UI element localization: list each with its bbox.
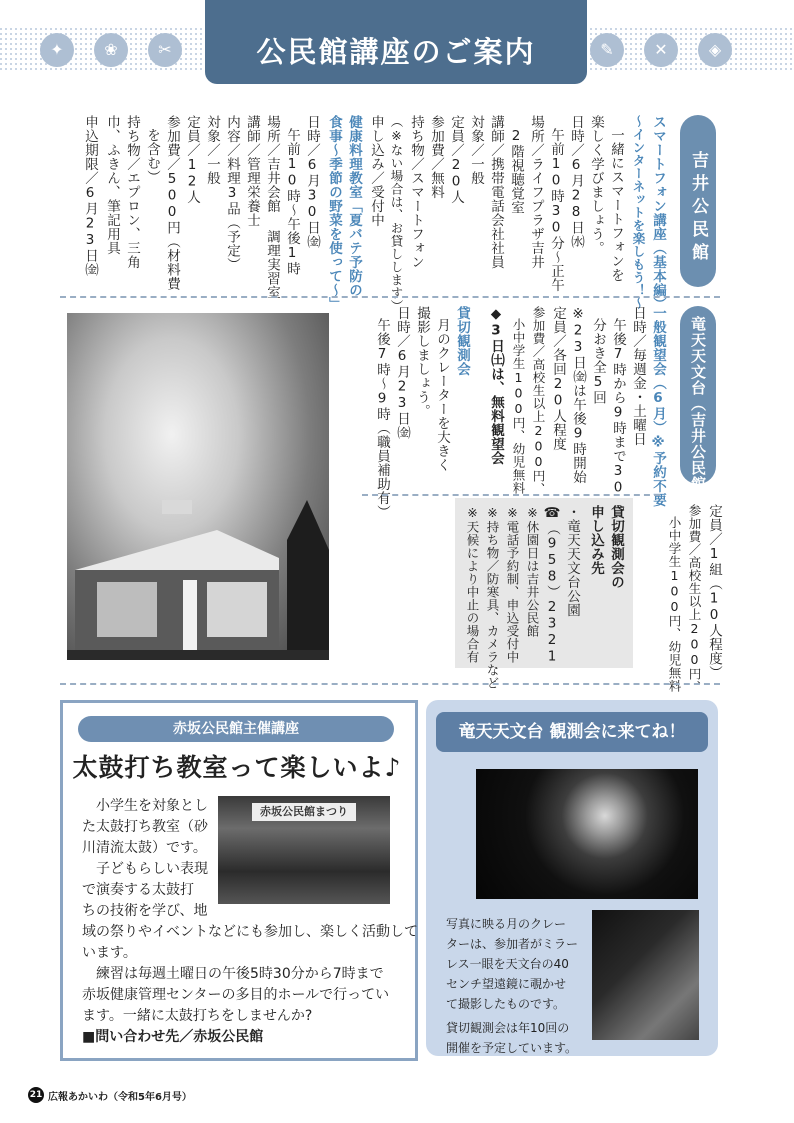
page-number: 21 xyxy=(28,1087,44,1103)
akasaka-tag: 赤坂公民館主催講座 xyxy=(78,716,394,742)
text-col: 巾、ふきん、筆記用具 xyxy=(104,115,120,255)
text-col: 場所／ライフプラザ吉井 xyxy=(528,115,544,269)
text-col: 小中学生100円、幼児無料 xyxy=(511,318,526,495)
text-col: 楽しく学びましょう。 xyxy=(588,115,604,255)
moon-caption: ターは、参加者がミラー xyxy=(446,937,579,951)
text-col: ◆3日㈯は、無料観望会 xyxy=(488,306,504,465)
text-col: を含む） xyxy=(144,128,160,184)
text-col: 一緒にスマートフォンを xyxy=(608,128,624,282)
text-col: 午前10時～午後1時 xyxy=(284,128,300,276)
text-col: 日時／毎週金・土曜日 xyxy=(630,306,646,446)
contact-col: ※持ち物／防寒具、カメラなど xyxy=(485,505,500,690)
moon-panel-title: 竜天天文台 観測会に来てね！ xyxy=(436,712,708,752)
tag-icon: ◈ xyxy=(698,33,732,67)
contact-col: 貸切観測会の xyxy=(608,505,624,589)
observatory-label: 竜天天文台（吉井公民館） xyxy=(680,306,716,484)
yoshii-course2-title: 健康料理教室「夏バテ予防の xyxy=(346,115,362,297)
contact-col: 申し込み先 xyxy=(588,505,604,575)
text-col: 参加費／高校生以上200円、 xyxy=(531,306,546,496)
moon-caption: 写真に映る月のクレー xyxy=(446,917,567,931)
page-title: 公民館講座のご案内 xyxy=(256,35,536,69)
private-observation-title: 貸切観測会 xyxy=(454,306,470,376)
contact-col: ・竜天天文台公園 xyxy=(564,505,580,617)
text-col: 食事～季節の野菜を使って～」 xyxy=(326,115,342,311)
section-divider xyxy=(60,683,720,685)
scissors-icon: ✂ xyxy=(148,33,182,67)
yoshii-course-subtitle: ～インターネットを楽しもう！～ xyxy=(631,115,646,310)
text-col: 対象／一般 xyxy=(204,115,220,185)
body-text: ます。一緒に太鼓打ちをしませんか? xyxy=(82,1008,313,1024)
text-col: 申込期限／6月23日㈮ xyxy=(82,115,98,277)
text-col: （※ない場合は、お貸しします） xyxy=(389,115,404,313)
contact-col: ※天候により中止の場合有 xyxy=(465,505,480,664)
moon-caption: 開催を予定しています。 xyxy=(446,1041,578,1055)
festival-banner: 赤坂公民館まつり xyxy=(252,803,356,821)
text-col: 定員／各回20人程度 xyxy=(550,306,566,451)
text-col: 持ち物／エプロン、三角 xyxy=(124,115,140,269)
observatory-building-silhouette xyxy=(67,500,329,660)
yoshii-label: 吉井公民館 xyxy=(680,115,716,287)
text-col: 日時／6月28日㈬ xyxy=(568,115,584,249)
body-text: ちの技術を学び、地 xyxy=(82,903,208,919)
contact-col: ※休園日は吉井公民館 xyxy=(525,505,540,638)
text-col: 対象／一般 xyxy=(468,115,484,185)
text-col: 内容／料理3品（予定） xyxy=(224,115,240,272)
text-col: 講師／管理栄養士 xyxy=(244,115,260,227)
text-col: 場所／吉井会館 調理実習室 xyxy=(264,115,280,300)
yoshii-course-title: スマートフォン講座（基本編） xyxy=(650,115,666,311)
body-text: います。 xyxy=(82,945,137,961)
text-col: 月のクレーターを大きく xyxy=(434,318,450,472)
text-col: 午後7時～9時（職員補助有） xyxy=(374,318,390,519)
text-col: ※23日㈮は午後9時開始 xyxy=(570,306,586,484)
body-text: 子どもらしい表現 xyxy=(96,861,208,877)
text-col: 小中学生100円、幼児無料 xyxy=(667,516,682,693)
section-divider xyxy=(60,296,720,298)
text-col: 日時／6月23日㈮ xyxy=(394,306,410,440)
moon-caption: て撮影したものです。 xyxy=(446,997,566,1011)
body-text: 川清流太鼓）です。 xyxy=(82,840,207,856)
body-text: 域の祭りやイベントなどにも参加し、楽しく活動して xyxy=(82,924,418,940)
text-col: 定員／20人 xyxy=(448,115,464,204)
moon-caption: 貸切観測会は年10回の xyxy=(446,1021,570,1035)
body-text: で演奏する太鼓打 xyxy=(82,882,194,898)
akasaka-contact: ■問い合わせ先／赤坂公民館 xyxy=(82,1029,264,1045)
pencil-icon: ✎ xyxy=(590,33,624,67)
text-col: 定員／12人 xyxy=(184,115,200,204)
text-col: 午後7時から9時まで30 xyxy=(610,318,626,496)
text-col: 持ち物／スマートフォン xyxy=(408,115,424,269)
text-col: 講師／携帯電話会社社員 xyxy=(488,115,504,269)
text-col: 2階視聴覚室 xyxy=(508,128,524,215)
body-text: 小学生を対象とし xyxy=(96,798,208,814)
body-text: 赤坂健康管理センターの多目的ホールで行ってい xyxy=(82,987,390,1003)
text-col: 参加費／500円（材料費 xyxy=(164,115,180,291)
cutlery-icon: ✕ xyxy=(644,33,678,67)
telescope-icon: ✦ xyxy=(40,33,74,67)
moon-photo xyxy=(476,769,698,899)
text-col: 定員／1組（10人程度） xyxy=(706,504,722,680)
moon-caption: センチ望遠鏡に覗かせ xyxy=(446,977,567,991)
body-text: 練習は毎週土曜日の午後5時30分から7時まで xyxy=(96,966,384,982)
telescope-photo xyxy=(592,910,699,1040)
akasaka-headline: 太鼓打ち教室って楽しいよ♪ xyxy=(72,753,402,782)
text-col: 日時／6月30日㈮ xyxy=(304,115,320,249)
contact-col: ※電話予約制、申込受付中 xyxy=(505,505,520,664)
text-col: 参加費／無料 xyxy=(428,115,444,199)
cupcake-icon: ❀ xyxy=(94,33,128,67)
section-divider-small xyxy=(362,494,660,496)
text-col: 申し込み／受付中 xyxy=(368,115,384,227)
contact-phone: ☎（958）2321 xyxy=(544,505,560,665)
text-col: 午前10時30分～正午 xyxy=(548,128,564,292)
moon-caption: レス一眼を天文台の40 xyxy=(446,957,569,971)
observatory-event-title: 一般観望会（6月）※予約不要 xyxy=(650,306,666,507)
text-col: 参加費／高校生以上200円、 xyxy=(687,504,702,694)
text-col: 撮影しましょう。 xyxy=(414,306,430,418)
text-col: 分おき全5回 xyxy=(590,318,606,405)
body-text: た太鼓打ち教室（砂 xyxy=(82,819,208,835)
footer-text: 広報あかいわ（令和5年6月号） xyxy=(48,1092,192,1103)
